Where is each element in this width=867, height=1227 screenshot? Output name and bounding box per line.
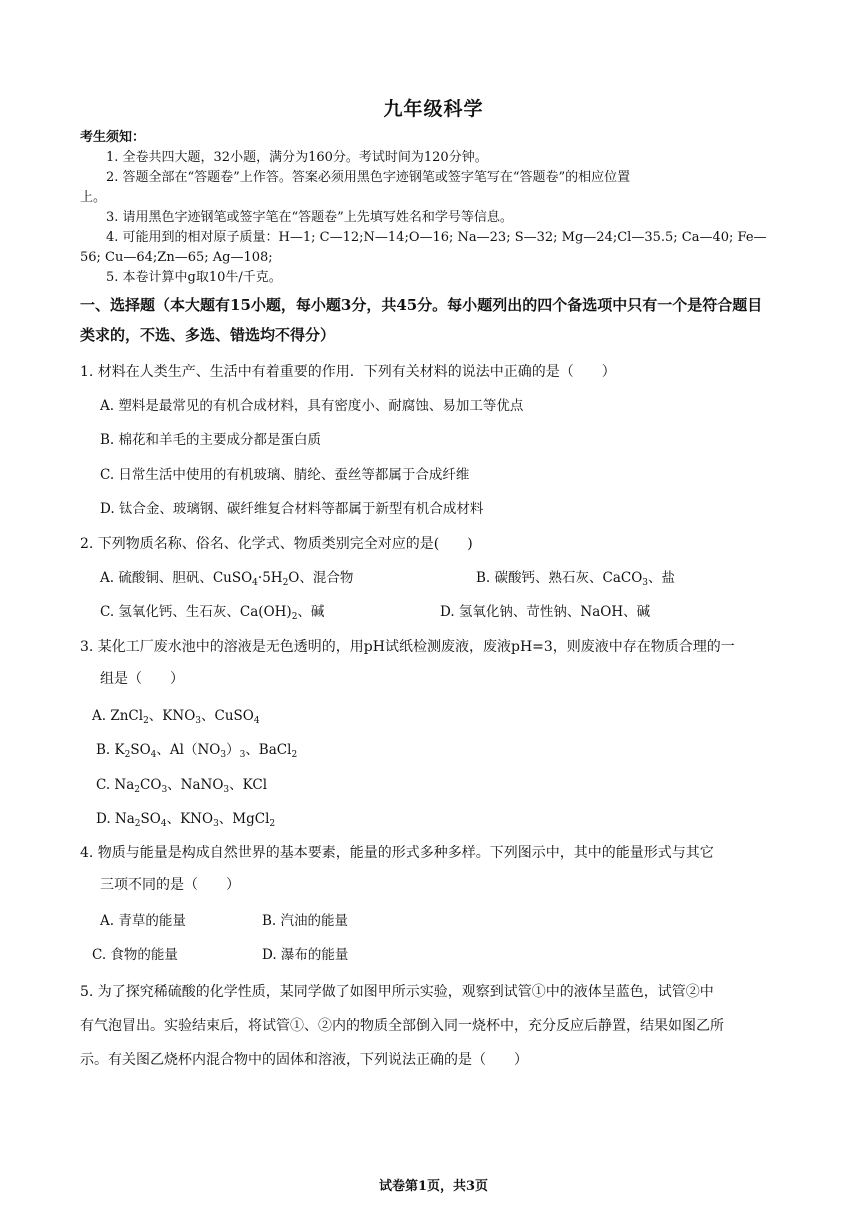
section-heading [80, 290, 796, 350]
question-stem: 3. 某化工厂废水池中的溶液是无色透明的，用pH试纸检测废液，废液pH=3，则废液中存在物质合理的一 [80, 639, 735, 655]
option-d: D. $Na_2SO_4$、$KNO_3$、MgCl$_2$ [96, 811, 276, 829]
option-c: C. 氢氧化钙、生石灰、$Ca(OH)_2$、碱 [100, 604, 325, 622]
question-4 [80, 843, 796, 895]
question-3 [80, 637, 796, 689]
notice-item-continued: 上。 [80, 190, 107, 205]
notice-item: 4. 可能用到的相对原子质量：H—1; C—12;N—14;O—16; Na—23; S—32; Mg—24;Cl—35.5; Ca—40; Fe— [106, 230, 767, 245]
question-2 [80, 534, 796, 554]
option-c: C. 日常生活中使用的有机玻璃、腈纶、蚕丝等都属于合成纤维 [100, 467, 470, 483]
notice-item: 1. 全卷共四大题，32小题，满分为160分。考试时间为120分钟。 [106, 150, 488, 165]
question-stem-continued: 有气泡冒出。实验结束后，将试管①、②内的物质全部倒入同一烧杯中，充分反应后静置，结果如图乙所 [80, 1018, 724, 1034]
option-a: A. ZnCl$_2$、$KNO_3$、CuSO$_4$ [92, 708, 260, 726]
question-stem: 5. 为了探究稀硫酸的化学性质，某同学做了如图甲所示实验，观察到试管①中的液体呈蓝色，试管②中 [80, 984, 714, 1000]
option-a: A. 硫酸铜、胆矾、$CuSO_4\cdot 5H_2O$、混合物 [100, 570, 354, 588]
notice-item-continued: 56; Cu—64;Zn—65; Ag—108; [80, 250, 273, 265]
notice-item: 5. 本卷计算中g取10牛/千克。 [106, 270, 282, 285]
question-stem: 2. 下列物质名称、俗名、化学式、物质类别完全对应的是( ) [80, 536, 473, 552]
option-a: A. 青草的能量 [100, 913, 186, 929]
exam-notice [80, 128, 780, 288]
option-b: B. 棉花和羊毛的主要成分都是蛋白质 [100, 432, 322, 448]
question-stem: 4. 物质与能量是构成自然世界的基本要素，能量的形式多种多样。下列图示中，其中的能量形式与其它 [80, 845, 714, 861]
option-b: B. 汽油的能量 [262, 913, 349, 929]
option-d: D. 瀑布的能量 [262, 947, 349, 963]
option-b: B. 碳酸钙、熟石灰、CaCO$_3$、盐 [476, 570, 676, 588]
section-heading-line: 类求的，不选、多选、错选均不得分） [80, 326, 336, 344]
notice-item: 2. 答题全部在“答题卷”上作答。答案必须用黑色字迹钢笔或签字笔写在“答题卷”的相应位置 [106, 170, 631, 185]
notice-heading: 考生须知： [80, 130, 146, 145]
option-c: C. 食物的能量 [92, 947, 178, 963]
question-1 [80, 362, 796, 382]
page-title: 九年级科学 [383, 98, 484, 120]
section-heading-line: 一、选择题（本大题有15小题，每小题3分，共45分。每小题列出的四个备选项中只有一个是符合题目 [80, 296, 763, 314]
page-footer: 试卷第1页，共3页 [378, 1179, 489, 1194]
notice-item: 3. 请用黑色字迹钢笔或签字笔在“答题卷”上先填写姓名和学号等信息。 [106, 210, 513, 225]
question-stem-continued: 组是（ ） [100, 671, 184, 687]
option-c: C. $Na_2CO_3$、NaNO$_3$、KCl [96, 777, 268, 795]
option-a: A. 塑料是最常见的有机合成材料，具有密度小、耐腐蚀、易加工等优点 [100, 398, 524, 414]
option-d: D. 钛合金、玻璃钢、碳纤维复合材料等都属于新型有机合成材料 [100, 501, 484, 517]
option-b: B. $K_2SO_4$、$Al(NO_3)_3$、BaCl$_2$ [96, 742, 298, 760]
question-stem: 1. 材料在人类生产、生活中有着重要的作用．下列有关材料的说法中正确的是（ ） [80, 364, 616, 380]
question-5 [80, 980, 796, 1072]
question-stem-continued: 三项不同的是（ ） [100, 877, 240, 893]
option-d: D. 氢氧化钠、苛性钠、NaOH、碱 [440, 604, 651, 620]
question-stem-continued: 示。有关图乙烧杯内混合物中的固体和溶液，下列说法正确的是（ ） [80, 1052, 528, 1068]
